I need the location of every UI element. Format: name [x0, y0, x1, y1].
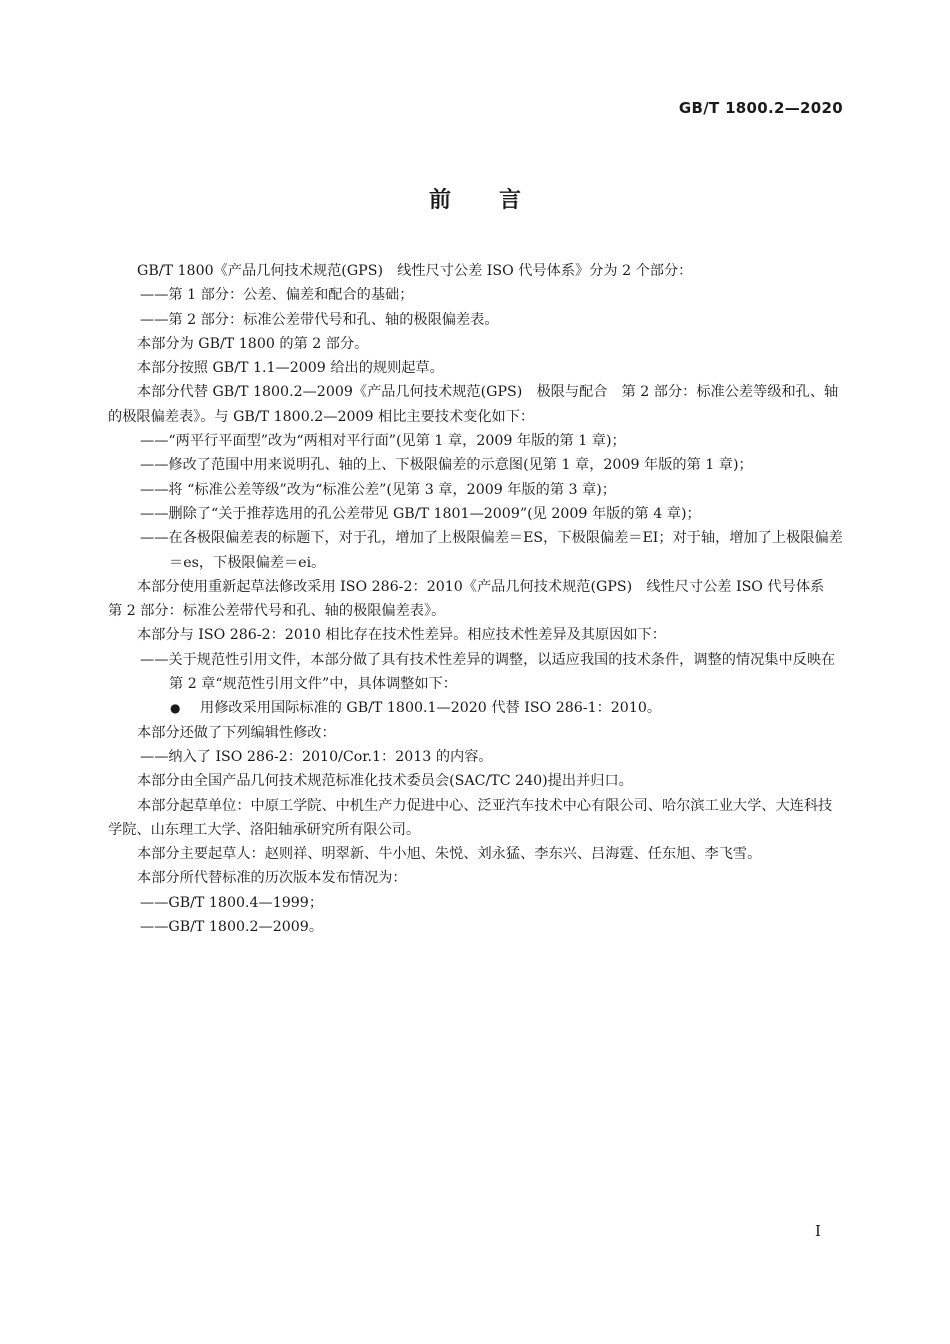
list-item: ——修改了范围中用来说明孔、轴的上、下极限偏差的示意图(见第 1 章，2009 年版的第 1 章)； [140, 457, 753, 474]
list-item: ——删除了“关于推荐选用的孔公差带见 GB/T 1801—2009”(见 2009 年版的第 4 章)； [140, 505, 701, 522]
foreword-body [108, 259, 843, 939]
list-item: ——在各极限偏差表的标题下，对于孔，增加了上极限偏差＝ES，下极限偏差＝EI；对于轴，增加了上极限偏差＝es，下极限偏差＝ei。 [140, 530, 843, 571]
paragraph: 本部分按照 GB/T 1.1—2009 给出的规则起草。 [137, 360, 444, 377]
bullet-dot-icon: ● [170, 701, 181, 716]
paragraph: 本部分由全国产品几何技术规范标准化技术委员会(SAC/TC 240)提出并归口。 [137, 773, 633, 790]
bullet-text: 用修改采用国际标准的 GB/T 1800.1—2020 代替 ISO 286-1：2010。 [200, 700, 662, 717]
list-item: ——GB/T 1800.4—1999； [140, 894, 324, 911]
page-number: I [815, 1222, 821, 1240]
paragraph: GB/T 1800《产品几何技术规范(GPS) 线性尺寸公差 ISO 代号体系》分为 2 个部分： [137, 263, 693, 279]
list-item: ——关于规范性引用文件，本部分做了具有技术性差异的调整，以适应我国的技术条件，调整的情况集中反映在第 2 章“规范性引用文件”中，具体调整如下： [140, 651, 836, 693]
title-char-2: 言 [499, 188, 522, 213]
paragraph: 本部分为 GB/T 1800 的第 2 部分。 [137, 335, 369, 352]
paragraph: 本部分使用重新起草法修改采用 ISO 286-2：2010《产品几何技术规范(GPS) 线性尺寸公差 ISO 代号体系 第 2 部分：标准公差带代号和孔、轴的极限偏差表》。 [108, 578, 839, 620]
paragraph: 本部分所代替标准的历次版本发布情况为： [137, 870, 407, 887]
list-item: ——第 1 部分：公差、偏差和配合的基础； [140, 287, 414, 304]
list-item: ——将 “标准公差等级”改为“标准公差”(见第 3 章，2009 年版的第 3 章)； [140, 481, 616, 498]
list-item: ——GB/T 1800.2—2009。 [140, 919, 324, 936]
paragraph: 本部分代替 GB/T 1800.2—2009《产品几何技术规范(GPS) 极限与配合 第 2 部分：标准公差等级和孔、轴的极限偏差表》。与 GB/T 1800.2—2009 相比主要技术变化如下： [108, 384, 839, 425]
bullet-item [108, 696, 843, 720]
list-item: ——第 2 部分：标准公差带代号和孔、轴的极限偏差表。 [140, 311, 499, 328]
title-char-1: 前 [428, 188, 451, 213]
paragraph: 本部分还做了下列编辑性修改： [137, 724, 336, 741]
list-item: ——“两平行平面型”改为“两相对平行面”(见第 1 章，2009 年版的第 1 章)； [140, 433, 626, 450]
paragraph: 本部分与 ISO 286-2：2010 相比存在技术性差异。相应技术性差异及其原因如下： [137, 627, 666, 644]
page-title [0, 183, 950, 214]
standard-number: GB/T 1800.2—2020 [678, 99, 843, 117]
list-item: ——纳入了 ISO 286-2：2010/Cor.1：2013 的内容。 [140, 748, 493, 765]
paragraph: 本部分起草单位：中原工学院、中机生产力促进中心、泛亚汽车技术中心有限公司、哈尔滨工业大学、大连科技学院、山东理工大学、洛阳轴承研究所有限公司。 [108, 797, 833, 838]
paragraph: 本部分主要起草人：赵则祥、明翠新、牛小旭、朱悦、刘永猛、李东兴、吕海霆、任东旭、李飞雪。 [137, 846, 762, 863]
